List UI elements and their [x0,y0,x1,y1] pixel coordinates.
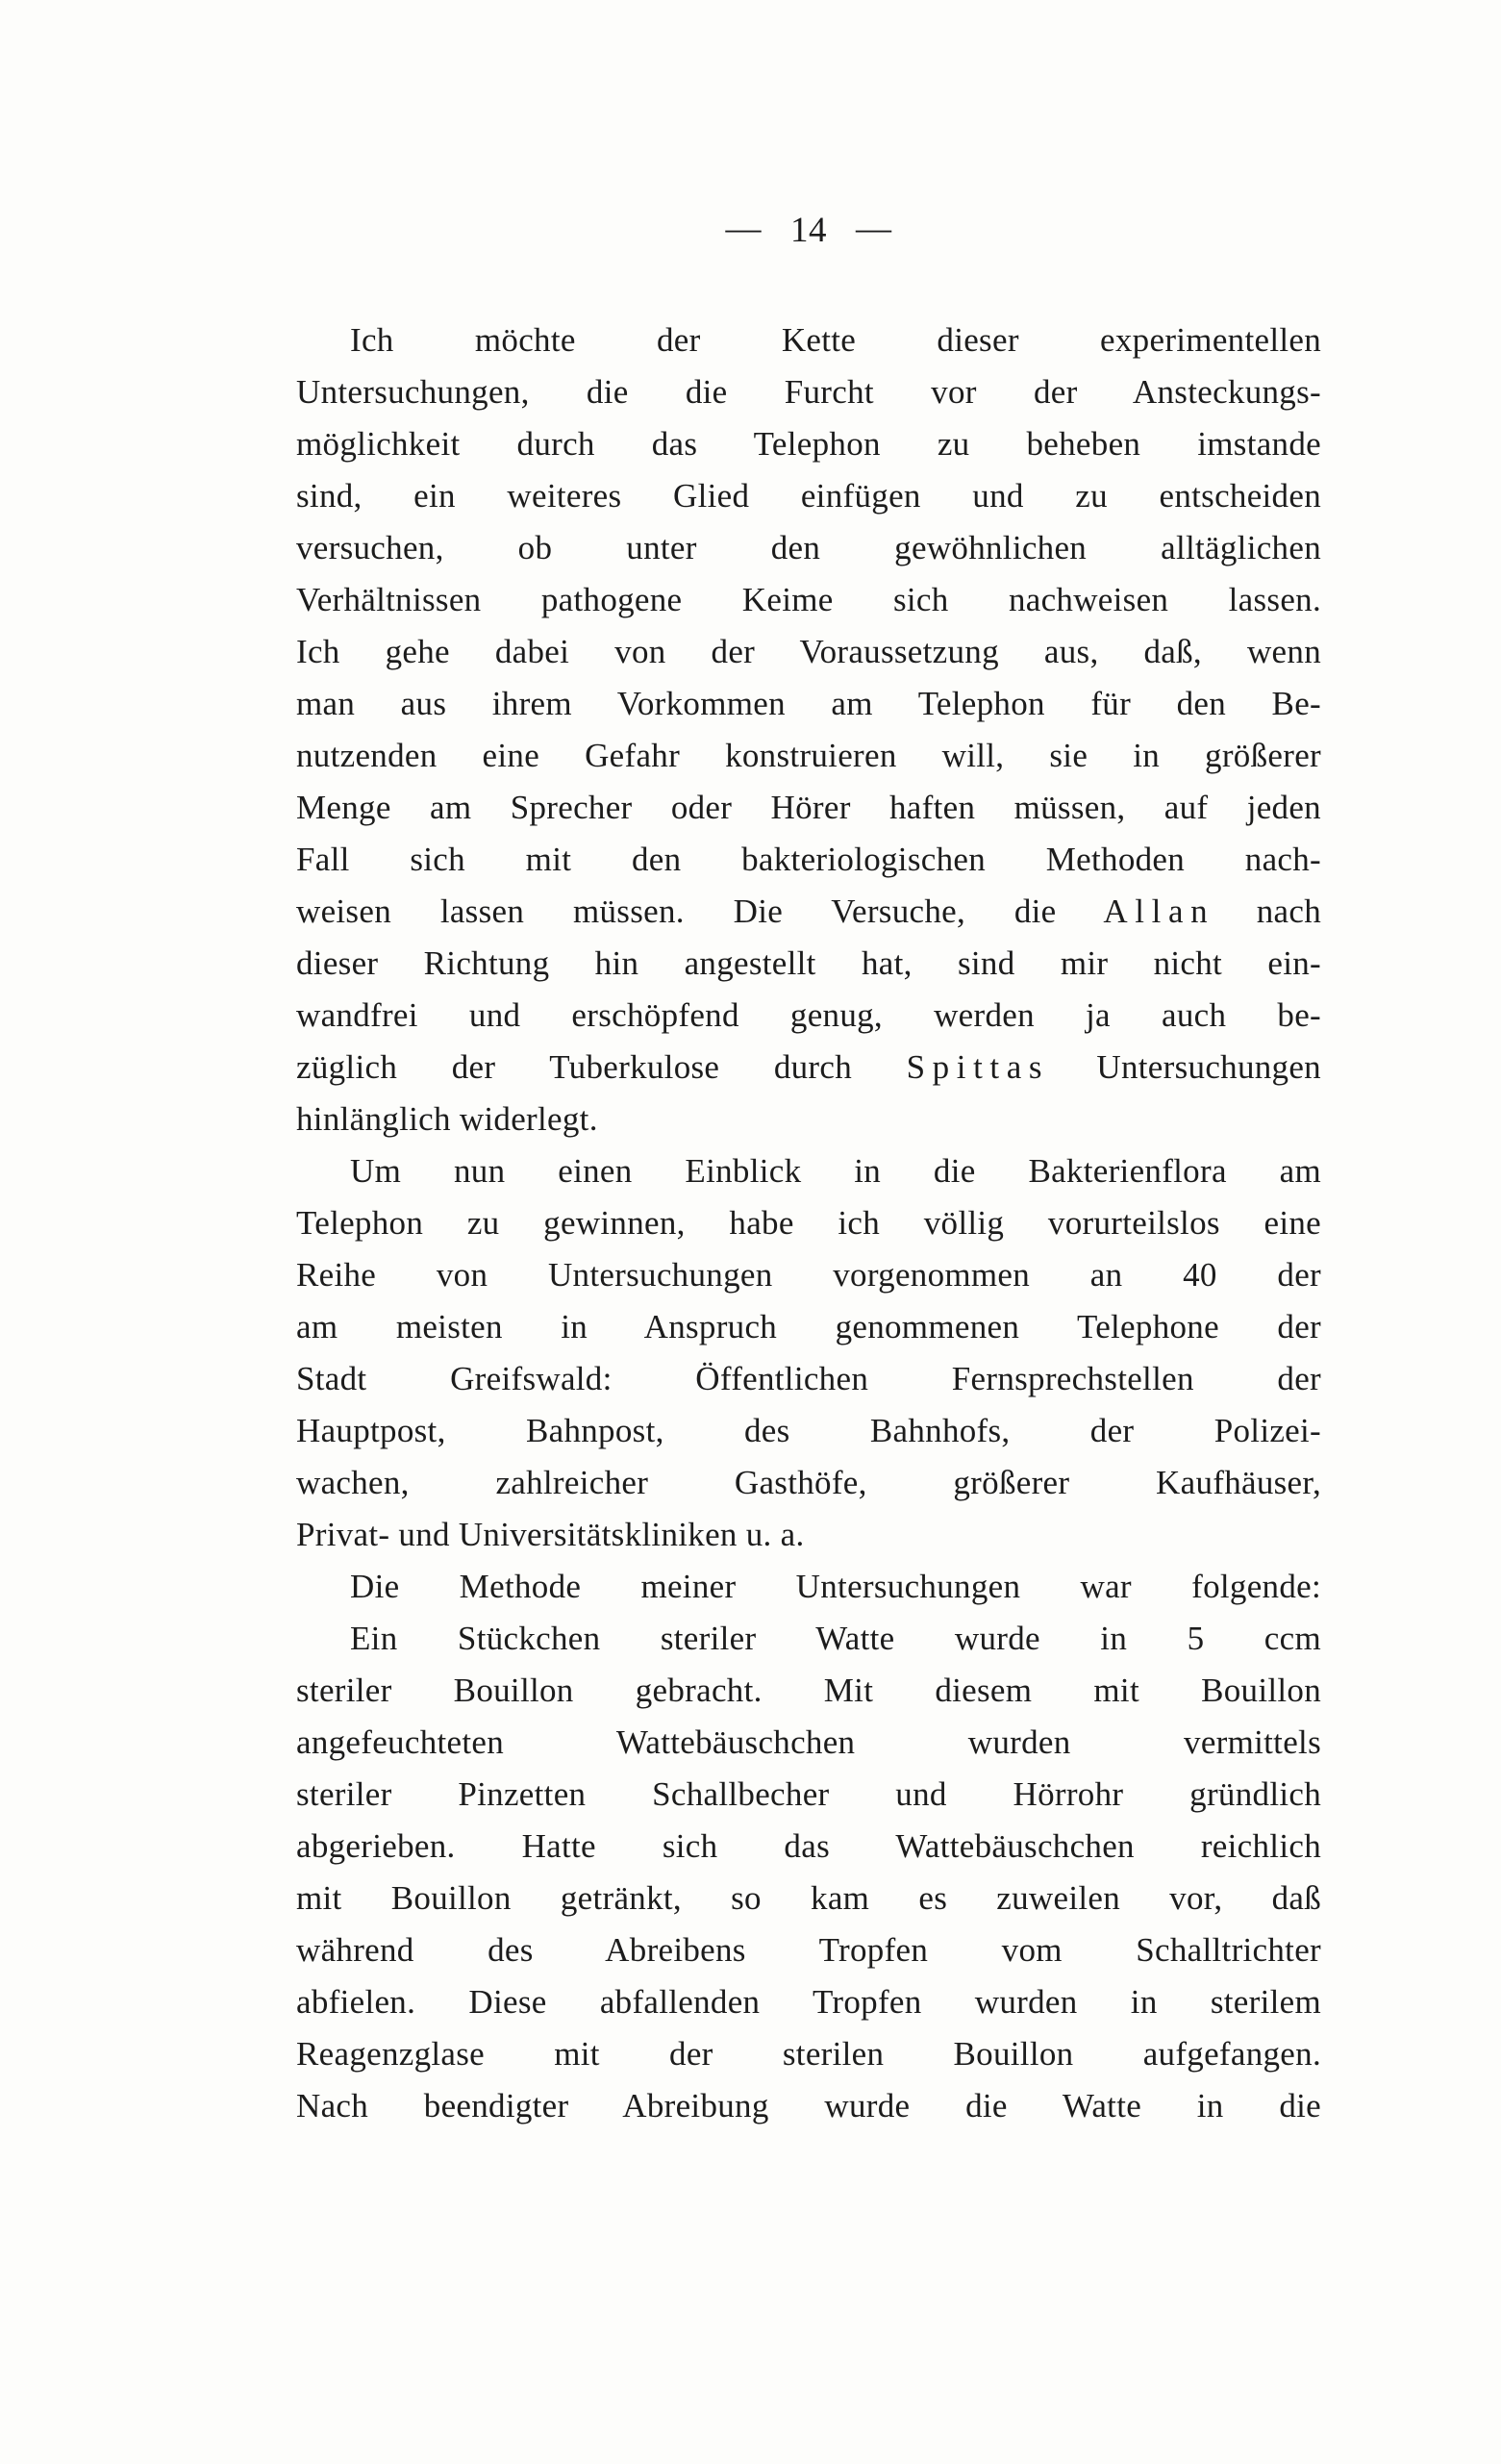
text-line: Privat- und Universitätskliniken u. a. [296,1516,805,1553]
page-number: 14 [790,211,827,250]
page-header [296,210,1321,251]
text-line: nutzenden eine Gefahr konstruieren will, sie in größerer [296,737,1321,774]
text-line: züglich der Tuberkulose durch S p i t t a s Untersuchungen [296,1048,1321,1086]
text-line: man aus ihrem Vorkommen am Telephon für den Be- [296,685,1321,722]
text-line: abgerieben. Hatte sich das Wattebäuschchen reichlich [296,1827,1321,1865]
text-line: sind, ein weiteres Glied einfügen und zu entscheiden [296,477,1321,515]
text-line: steriler Bouillon gebracht. Mit diesem mit Bouillon [296,1672,1321,1709]
text-line: Untersuchungen, die die Furcht vor der Ansteckungs- [296,373,1321,411]
text-line: am meisten in Anspruch genommenen Telephone der [296,1308,1321,1345]
text-line: mit Bouillon getränkt, so kam es zuweilen vor, daß [296,1879,1321,1917]
text-line: weisen lassen müssen. Die Versuche, die A l l a n nach [296,893,1321,930]
text-line: hinlänglich widerlegt. [296,1100,598,1138]
text-block [296,314,1321,2132]
text-line: angefeuchteten Wattebäuschchen wurden vermittels [296,1723,1321,1761]
header-right-dash: — [856,209,892,248]
text-line: möglichkeit durch das Telephon zu beheben imstande [296,425,1321,463]
text-line: Ich gehe dabei von der Voraussetzung aus, daß, wenn [296,633,1321,670]
text-line: steriler Pinzetten Schallbecher und Hörrohr gründlich [296,1775,1321,1813]
text-line: Verhältnissen pathogene Keime sich nachweisen lassen. [296,581,1321,618]
text-line: Reagenzglase mit der sterilen Bouillon aufgefangen. [296,2035,1321,2073]
header-left-dash: — [725,209,762,248]
text-line: versuchen, ob unter den gewöhnlichen alltäglichen [296,529,1321,566]
text-line: Reihe von Untersuchungen vorgenommen an 40 der [296,1256,1321,1294]
text-line: Nach beendigter Abreibung wurde die Watte in die [296,2087,1321,2125]
text-line: abfielen. Diese abfallenden Tropfen wurden in sterilem [296,1983,1321,2021]
text-line: wachen, zahlreicher Gasthöfe, größerer Kaufhäuser, [296,1464,1321,1501]
text-line: während des Abreibens Tropfen vom Schalltrichter [296,1931,1321,1969]
text-line: Hauptpost, Bahnpost, des Bahnhofs, der Polizei- [296,1412,1321,1449]
text-column [296,210,1321,2132]
text-line: wandfrei und erschöpfend genug, werden ja auch be- [296,996,1321,1034]
text-line: Die Methode meiner Untersuchungen war folgende: [350,1568,1321,1605]
text-line: Telephon zu gewinnen, habe ich völlig vorurteilslos eine [296,1204,1321,1242]
text-line: Stadt Greifswald: Öffentlichen Fernsprechstellen der [296,1360,1321,1397]
text-line: Fall sich mit den bakteriologischen Methoden nach- [296,841,1321,878]
text-line: Ich möchte der Kette dieser experimentellen [350,321,1321,359]
text-line: dieser Richtung hin angestellt hat, sind mir nicht ein- [296,944,1321,982]
text-line: Um nun einen Einblick in die Bakterienflora am [350,1152,1321,1190]
text-line: Ein Stückchen steriler Watte wurde in 5 ccm [350,1620,1321,1657]
text-line: Menge am Sprecher oder Hörer haften müssen, auf jeden [296,789,1321,826]
